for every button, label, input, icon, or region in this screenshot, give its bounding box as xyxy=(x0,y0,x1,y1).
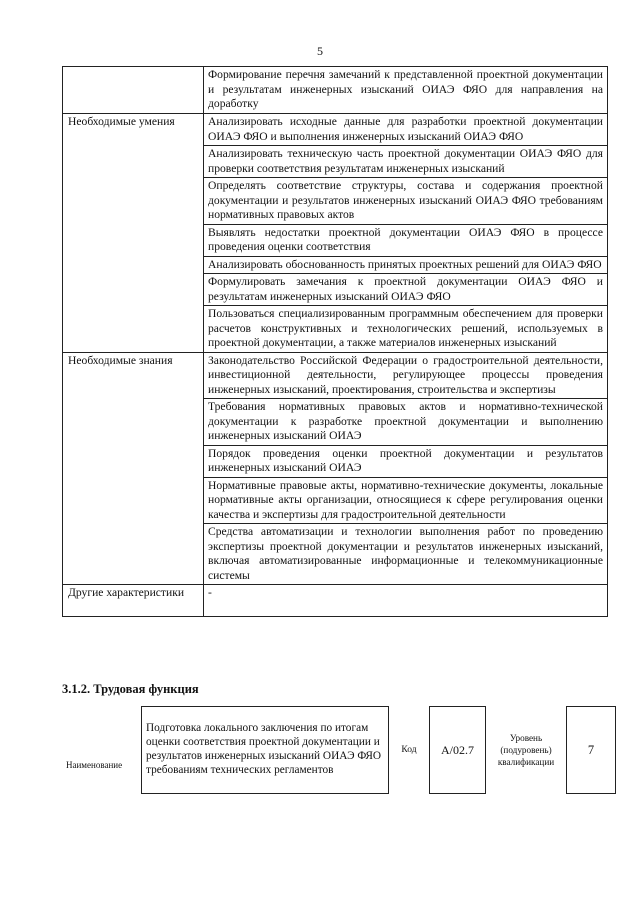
section-title: 3.1.2. Трудовая функция xyxy=(62,682,199,696)
name-label: Наименование xyxy=(66,760,123,770)
row-text: Нормативные правовые акты, нормативно-технические документы, локальные нормативные акты организации, относящиеся к сфере регулирования оценки качества и экспертизы для градостроительной деятельности xyxy=(204,477,608,524)
name-value: Подготовка локального заключения по итогам оценки соответствия проектной документации и результатов инженерных изысканий ОИАЭ ФЯО требованиям технических регламентов xyxy=(141,706,389,794)
code-label: Код xyxy=(401,745,417,755)
table-row xyxy=(63,114,608,146)
row-label-knowledge: Необходимые знания xyxy=(63,352,204,585)
row-text: Анализировать исходные данные для разработки проектной документации ОИАЭ ФЯО и выполнения инженерных изысканий ОИАЭ ФЯО xyxy=(204,114,608,146)
labor-function-header xyxy=(66,706,616,794)
row-label xyxy=(63,67,204,114)
row-text: Пользоваться специализированным программным обеспечением для проверки расчетов конструктивных и технологических решений, используемых в проектной документации, а также материалов инженерных изысканий xyxy=(204,306,608,353)
table-row xyxy=(63,352,608,399)
table-row xyxy=(63,585,608,617)
row-text: Анализировать техническую часть проектной документации ОИАЭ ФЯО для проверки соответствия результатам инженерных изысканий xyxy=(204,146,608,178)
row-text: Требования нормативных правовых актов и нормативно-технической документации к разработке проектной документации и выполнению инженерных изысканий ОИАЭ xyxy=(204,399,608,446)
row-text: Выявлять недостатки проектной документации ОИАЭ ФЯО в процессе проведения оценки соответствия xyxy=(204,224,608,256)
row-label-skills: Необходимые умения xyxy=(63,114,204,353)
level-value: 7 xyxy=(566,706,616,794)
competency-table xyxy=(62,66,608,617)
row-text: - xyxy=(204,585,608,617)
row-text: Законодательство Российской Федерации о градостроительной деятельности, инвестиционной деятельности, регулирующее процессы проведения инженерных изысканий, проектирования, строительства и экспертизы xyxy=(204,352,608,399)
row-text: Определять соответствие структуры, состава и содержания проектной документации и результатов инженерных изысканий ОИАЭ ФЯО требованиям нормативных правовых актов xyxy=(204,178,608,225)
row-label-other: Другие характеристики xyxy=(63,585,204,617)
competency-table-body xyxy=(63,67,608,617)
row-text: Формулировать замечания к проектной документации ОИАЭ ФЯО и результатам инженерных изысканий ОИАЭ ФЯО xyxy=(204,274,608,306)
code-value: А/02.7 xyxy=(429,706,486,794)
row-text: Порядок проведения оценки проектной документации и результатов инженерных изысканий ОИАЭ xyxy=(204,445,608,477)
row-text: Анализировать обоснованность принятых проектных решений для ОИАЭ ФЯО xyxy=(204,256,608,274)
level-label: Уровень (подуровень) квалификации xyxy=(497,733,555,767)
row-text: Средства автоматизации и технологии выполнения работ по проведению экспертизы проектной документации и результатов инженерных изысканий, включая автоматизированные информационные и телекоммуникационные системы xyxy=(204,524,608,585)
page-number: 5 xyxy=(317,44,323,58)
table-row xyxy=(63,67,608,114)
row-text: Формирование перечня замечаний к представленной проектной документации и результатам инженерных изысканий ОИАЭ ФЯО для направления на доработку xyxy=(204,67,608,114)
